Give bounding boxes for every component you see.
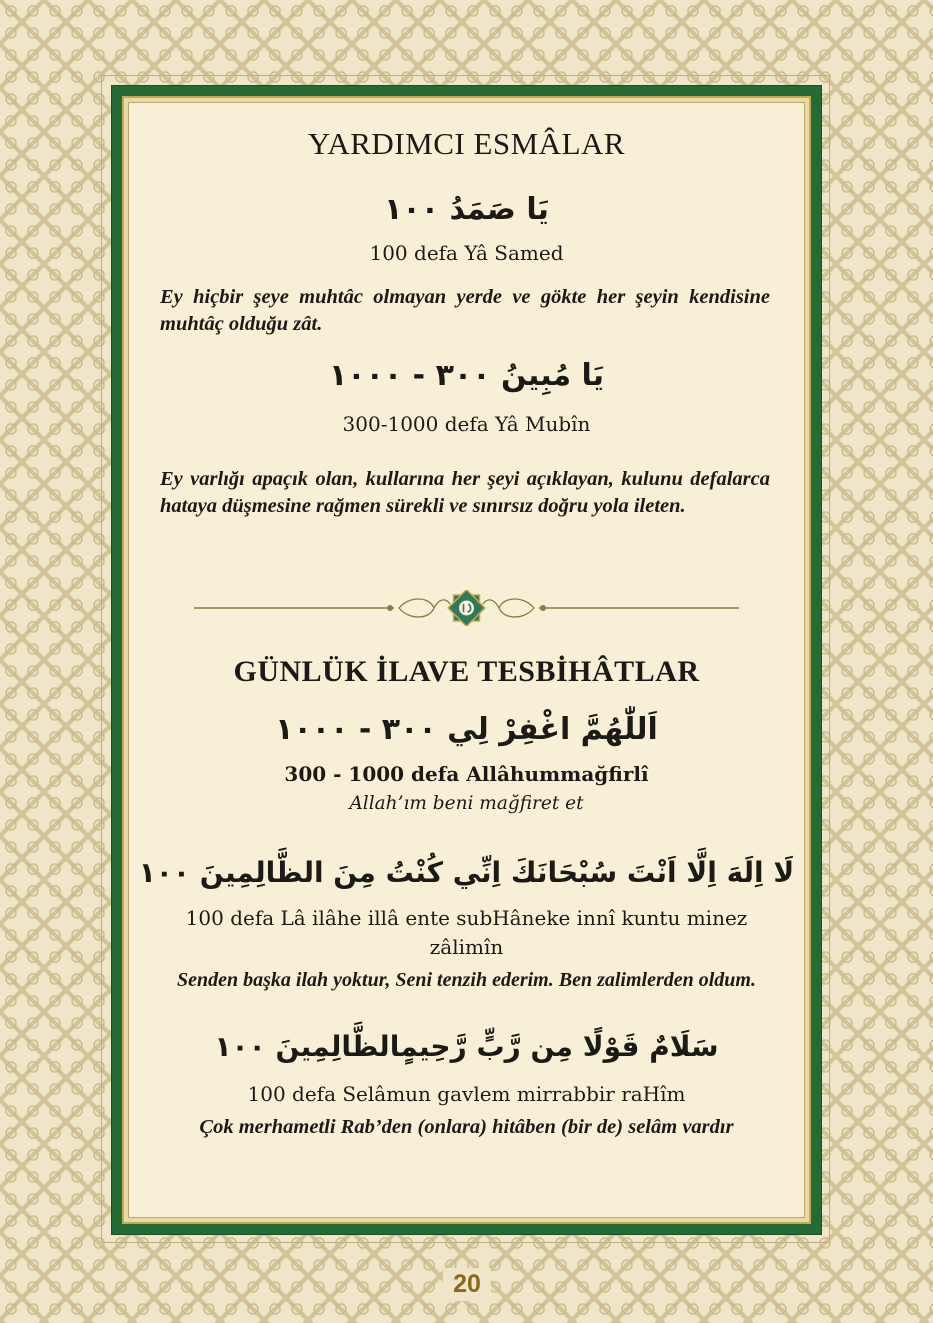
meaning-allahummagfirli: Allah’ım beni mağfiret et (349, 793, 584, 814)
section-title-gunluk-tesbihatlar: GÜNLÜK İLAVE TESBİHÂTLAR (233, 655, 700, 688)
translit-ya-samed: 100 defa Yâ Samed (369, 241, 564, 265)
meaning-la-ilahe: Senden başka ilah yoktur, Seni tenzih ederim. Ben zalimlerden oldum. (177, 969, 756, 991)
translit-selamun: 100 defa Selâmun gavlem mirrabbir raHîm (247, 1082, 686, 1106)
section-title-yardimci-esmalar: YARDIMCI ESMÂLAR (307, 126, 626, 161)
arabic-ya-mubin: يَا مُبِينُ ٣٠٠ - ١٠٠٠ (328, 358, 604, 393)
meaning-ya-mubin: Ey varlığı apaçık olan, kullarına her şeyi açıklayan, kulunu defalarca hataya düşmesine rağmen sürekli ve sınırsız doğru yola ileten. (160, 468, 770, 517)
translit-la-ilahe-line2: zâlimîn (429, 935, 504, 959)
translit-allahummagfirli: 300 - 1000 defa Allâhummağfirlî (284, 762, 649, 786)
page-number: 20 (443, 1268, 491, 1301)
ornament-divider (194, 590, 739, 626)
meaning-ya-samed: Ey hiçbir şeye muhtâc olmayan yerde ve gökte her şeyin kendisine muhtâç olduğu zât. (160, 286, 770, 335)
meaning-selamun: Çok merhametli Rab’den (onlara) hitâben (bir de) selâm vardır (199, 1116, 734, 1138)
arabic-selamun: سَلَامٌ قَوْلًا مِن رَّبٍّ رَّحِيمٍالظَّالِمِينَ ١٠٠ (214, 1030, 719, 1063)
translit-ya-mubin: 300-1000 defa Yâ Mubîn (342, 412, 591, 436)
arabic-la-ilahe: لَا اِلَهَ اِلَّا اَنْتَ سُبْحَانَكَ اِنِّي كُنْتُ مِنَ الظَّالِمِينَ ١٠٠ (138, 856, 795, 889)
arabic-allahummagfirli: اَللّٰهُمَّ اغْفِرْ لِي ٣٠٠ - ١٠٠٠ (275, 712, 658, 747)
translit-la-ilahe-line1: 100 defa Lâ ilâhe illâ ente subHâneke innî kuntu minez (185, 906, 748, 930)
arabic-ya-samed: يَا صَمَدُ ١٠٠ (384, 192, 549, 227)
